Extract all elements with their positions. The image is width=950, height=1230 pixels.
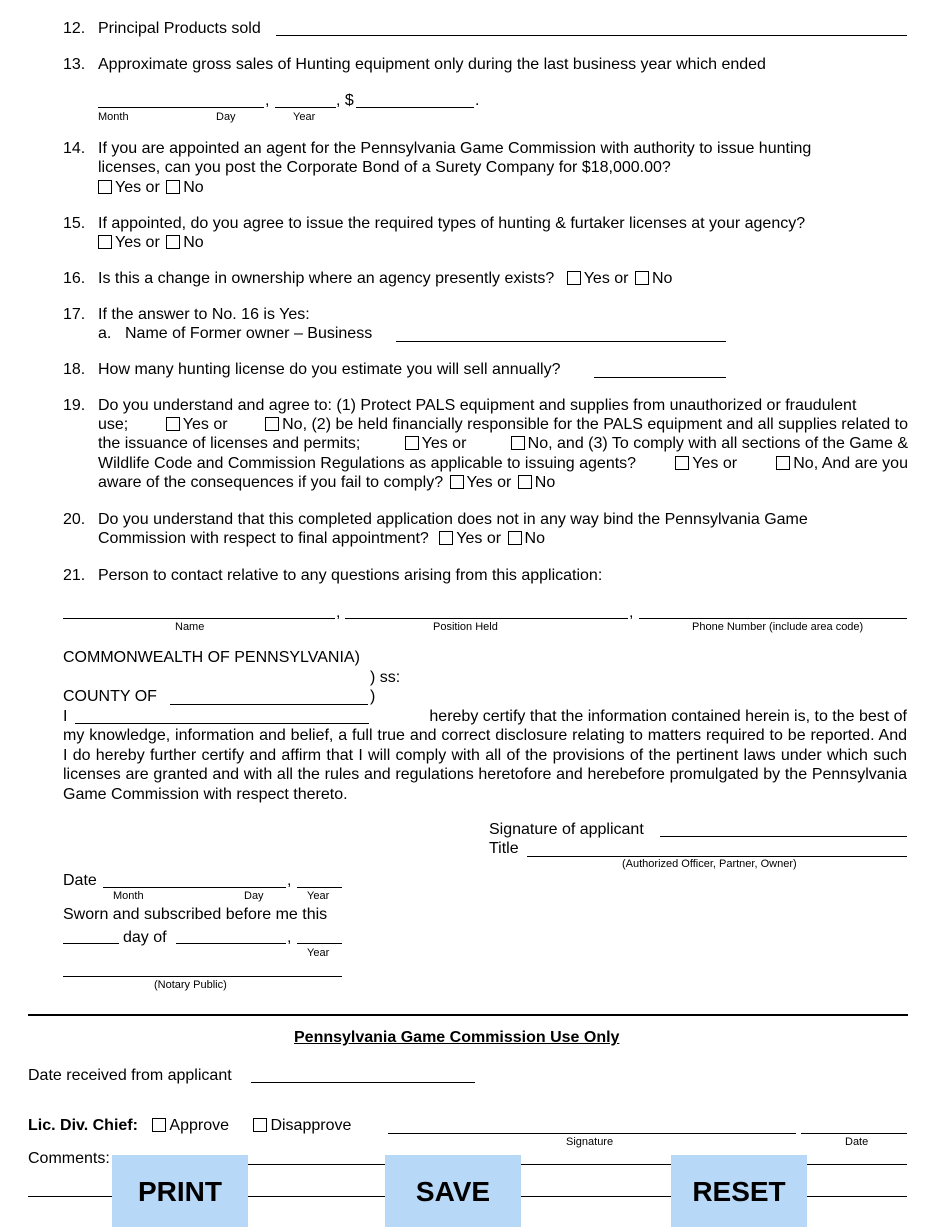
q19-aware-no-checkbox[interactable]: [518, 475, 532, 489]
save-button[interactable]: SAVE: [385, 1155, 521, 1227]
annual-licenses-field[interactable]: [594, 377, 726, 378]
q19-comply-yes-checkbox[interactable]: [675, 456, 689, 470]
applicant-signature-field[interactable]: [660, 836, 907, 837]
q20-line2: Commission with respect to final appointment?: [98, 530, 429, 547]
contact-phone-caption: Phone Number (include area code): [692, 621, 864, 633]
q19-line2-row: [98, 415, 908, 434]
q17-sub: a.: [98, 325, 112, 342]
q20-yes-checkbox[interactable]: [439, 531, 453, 545]
sales-amount-field[interactable]: [356, 107, 474, 108]
contact-name-caption: Name: [175, 621, 205, 633]
q13-dollar: , $: [336, 92, 354, 109]
q13-label: Approximate gross sales of Hunting equipment only during the last business year which ended: [98, 56, 766, 73]
lic-div-chief-label: Lic. Div. Chief:: [28, 1117, 138, 1134]
q21-comma2: ,: [629, 604, 634, 621]
date-received-label: Date received from applicant: [28, 1067, 232, 1084]
day-of-label: day of: [123, 929, 167, 946]
q19-line3-a: the issuance of licenses and permits;: [98, 435, 361, 452]
date-year-caption: Year: [307, 890, 330, 902]
chief-signature-caption: Signature: [566, 1136, 614, 1148]
chief-signature-field[interactable]: [388, 1133, 796, 1134]
q14-yes-label: Yes or: [115, 179, 160, 196]
reset-button[interactable]: RESET: [671, 1155, 807, 1227]
date-comma: ,: [287, 872, 292, 889]
q13-month-caption: Month: [98, 111, 129, 123]
q16-yes-checkbox[interactable]: [567, 271, 581, 285]
q14-number: 14.: [63, 140, 86, 157]
q19-aware-no-label: No: [534, 474, 556, 491]
sales-year-field[interactable]: [275, 107, 336, 108]
q19-line5-a: aware of the consequences if you fail to comply?: [98, 474, 444, 491]
q20-number: 20.: [63, 511, 86, 528]
print-button[interactable]: PRINT: [112, 1155, 248, 1227]
q21-comma1: ,: [336, 604, 341, 621]
q14-yes-checkbox[interactable]: [98, 180, 112, 194]
date-day-caption: Day: [244, 890, 264, 902]
q20-line1: Do you understand that this completed application does not in any way bind the Pennsylvania Game: [98, 511, 808, 528]
q19-aware-yes-checkbox[interactable]: [450, 475, 464, 489]
certifier-name-field[interactable]: [75, 723, 369, 724]
q15-yes-label: Yes or: [115, 234, 160, 251]
q14-line2: licenses, can you post the Corporate Bond of a Surety Company for $18,000.00?: [98, 159, 671, 176]
applicant-title-field[interactable]: [527, 856, 907, 857]
q14-no-label: No: [183, 179, 204, 196]
signature-label: Signature of applicant: [489, 821, 644, 838]
q19-responsible-yes-checkbox[interactable]: [405, 436, 419, 450]
sworn-label: Sworn and subscribed before me this: [63, 906, 328, 923]
office-use-heading: Pennsylvania Game Commission Use Only: [294, 1029, 620, 1046]
q19-line4-c: No, And are you: [793, 455, 908, 472]
approve-label: Approve: [169, 1117, 229, 1134]
q13-number: 13.: [63, 56, 86, 73]
certify-first-line: hereby certify that the information contained herein is, to the best of: [429, 708, 907, 725]
q19-protect-yes-label: Yes or: [182, 416, 228, 433]
title-caption: (Authorized Officer, Partner, Owner): [622, 858, 797, 870]
q19-comply-yes-label: Yes or: [692, 455, 738, 472]
q19-line1-row: [98, 396, 908, 415]
chief-date-caption: Date: [845, 1136, 869, 1148]
q20-no-checkbox[interactable]: [508, 531, 522, 545]
date-label: Date: [63, 872, 97, 889]
sworn-year-field[interactable]: [297, 943, 342, 944]
q15-line1: If appointed, do you agree to issue the required types of hunting & furtaker licenses at your agency?: [98, 215, 806, 232]
q19-line4-a: Wildlife Code and Commission Regulations as applicable to issuing agents?: [98, 455, 637, 472]
q13-year-caption: Year: [293, 111, 316, 123]
q21-label: Person to contact relative to any questions arising from this application:: [98, 567, 603, 584]
q16-no-checkbox[interactable]: [635, 271, 649, 285]
q15-yes-checkbox[interactable]: [98, 235, 112, 249]
q19-aware-yes-label: Yes or: [466, 474, 512, 491]
q19-line2-a: use;: [98, 416, 129, 433]
date-month-day-field[interactable]: [103, 887, 286, 888]
q15-number: 15.: [63, 215, 86, 232]
approve-checkbox[interactable]: [152, 1118, 166, 1132]
title-label: Title: [489, 840, 519, 857]
chief-date-field[interactable]: [801, 1133, 907, 1134]
q13-day-caption: Day: [216, 111, 236, 123]
commonwealth-label: COMMONWEALTH OF PENNSYLVANIA): [63, 649, 360, 666]
q18-number: 18.: [63, 361, 86, 378]
q17-number: 17.: [63, 306, 86, 323]
q15-no-checkbox[interactable]: [166, 235, 180, 249]
q19-line1: Do you understand and agree to: (1) Protect PALS equipment and supplies from unauthorized or fraudulent: [98, 397, 857, 414]
date-year-field[interactable]: [297, 887, 342, 888]
notary-field[interactable]: [63, 976, 342, 977]
certify-i: I: [63, 708, 68, 725]
county-field[interactable]: [170, 704, 368, 705]
contact-position-field[interactable]: [345, 618, 628, 619]
q13-comma: ,: [265, 92, 270, 109]
q19-number: 19.: [63, 397, 86, 414]
q17-line1: If the answer to No. 16 is Yes:: [98, 306, 310, 323]
sales-month-field[interactable]: [98, 107, 264, 108]
q19-line3-row: [98, 434, 908, 453]
q21-number: 21.: [63, 567, 86, 584]
q14-no-checkbox[interactable]: [166, 180, 180, 194]
q15-no-label: No: [183, 234, 204, 251]
q19-line2-c: No, (2) be held financially responsible for the PALS equipment and all supplies related to: [282, 416, 908, 433]
q19-protect-yes-checkbox[interactable]: [166, 417, 180, 431]
section-divider: [28, 1014, 908, 1016]
q19-line4-row: [98, 454, 908, 473]
q19-line3-c: No, and (3) To comply with all sections of the Game &: [527, 435, 908, 452]
q20-no-label: No: [524, 530, 545, 547]
q12-number: 12.: [63, 20, 86, 37]
date-received-field[interactable]: [251, 1082, 475, 1083]
q20-yes-label: Yes or: [456, 530, 502, 547]
notary-caption: (Notary Public): [154, 979, 227, 991]
q13-period: .: [475, 92, 480, 109]
contact-phone-field[interactable]: [639, 618, 907, 619]
certify-paragraph: my knowledge, information and belief, a full true and correct disclosure relating to matters required to be reported. And I do hereby further certify and affirm that I will comply with all of the provisions of the pertinent laws under which such licenses are granted and with all the rules and regulations heretofore and herebefore promulgated by the Pennsylvania Game Commission with respect thereto.: [63, 727, 907, 803]
q16-number: 16.: [63, 270, 86, 287]
sworn-month-field[interactable]: [176, 943, 286, 944]
date-month-caption: Month: [113, 890, 144, 902]
sworn-day-field[interactable]: [63, 943, 119, 944]
principal-products-field[interactable]: [276, 35, 907, 36]
q19-comply-no-checkbox[interactable]: [776, 456, 790, 470]
q19-responsible-yes-label: Yes or: [421, 435, 467, 452]
q17-label: Name of Former owner – Business: [125, 325, 373, 342]
comments-label: Comments:: [28, 1150, 110, 1167]
county-close-paren: ): [370, 688, 376, 705]
ss-label: ) ss:: [370, 669, 401, 686]
county-label: COUNTY OF: [63, 688, 157, 705]
q16-label: Is this a change in ownership where an agency presently exists?: [98, 270, 555, 287]
q18-label: How many hunting license do you estimate you will sell annually?: [98, 361, 561, 378]
contact-position-caption: Position Held: [433, 621, 498, 633]
q12-label: Principal Products sold: [98, 20, 261, 37]
q19-protect-no-checkbox[interactable]: [265, 417, 279, 431]
q19-responsible-no-checkbox[interactable]: [511, 436, 525, 450]
q14-line1: If you are appointed an agent for the Pennsylvania Game Commission with authority to issue hunting: [98, 140, 812, 157]
disapprove-checkbox[interactable]: [253, 1118, 267, 1132]
disapprove-label: Disapprove: [270, 1117, 352, 1134]
sworn-year-caption: Year: [307, 947, 330, 959]
contact-name-field[interactable]: [63, 618, 335, 619]
q16-no-label: No: [651, 270, 673, 287]
sworn-comma: ,: [287, 929, 292, 946]
q16-yes-label: Yes or: [583, 270, 629, 287]
former-owner-field[interactable]: [396, 341, 726, 342]
